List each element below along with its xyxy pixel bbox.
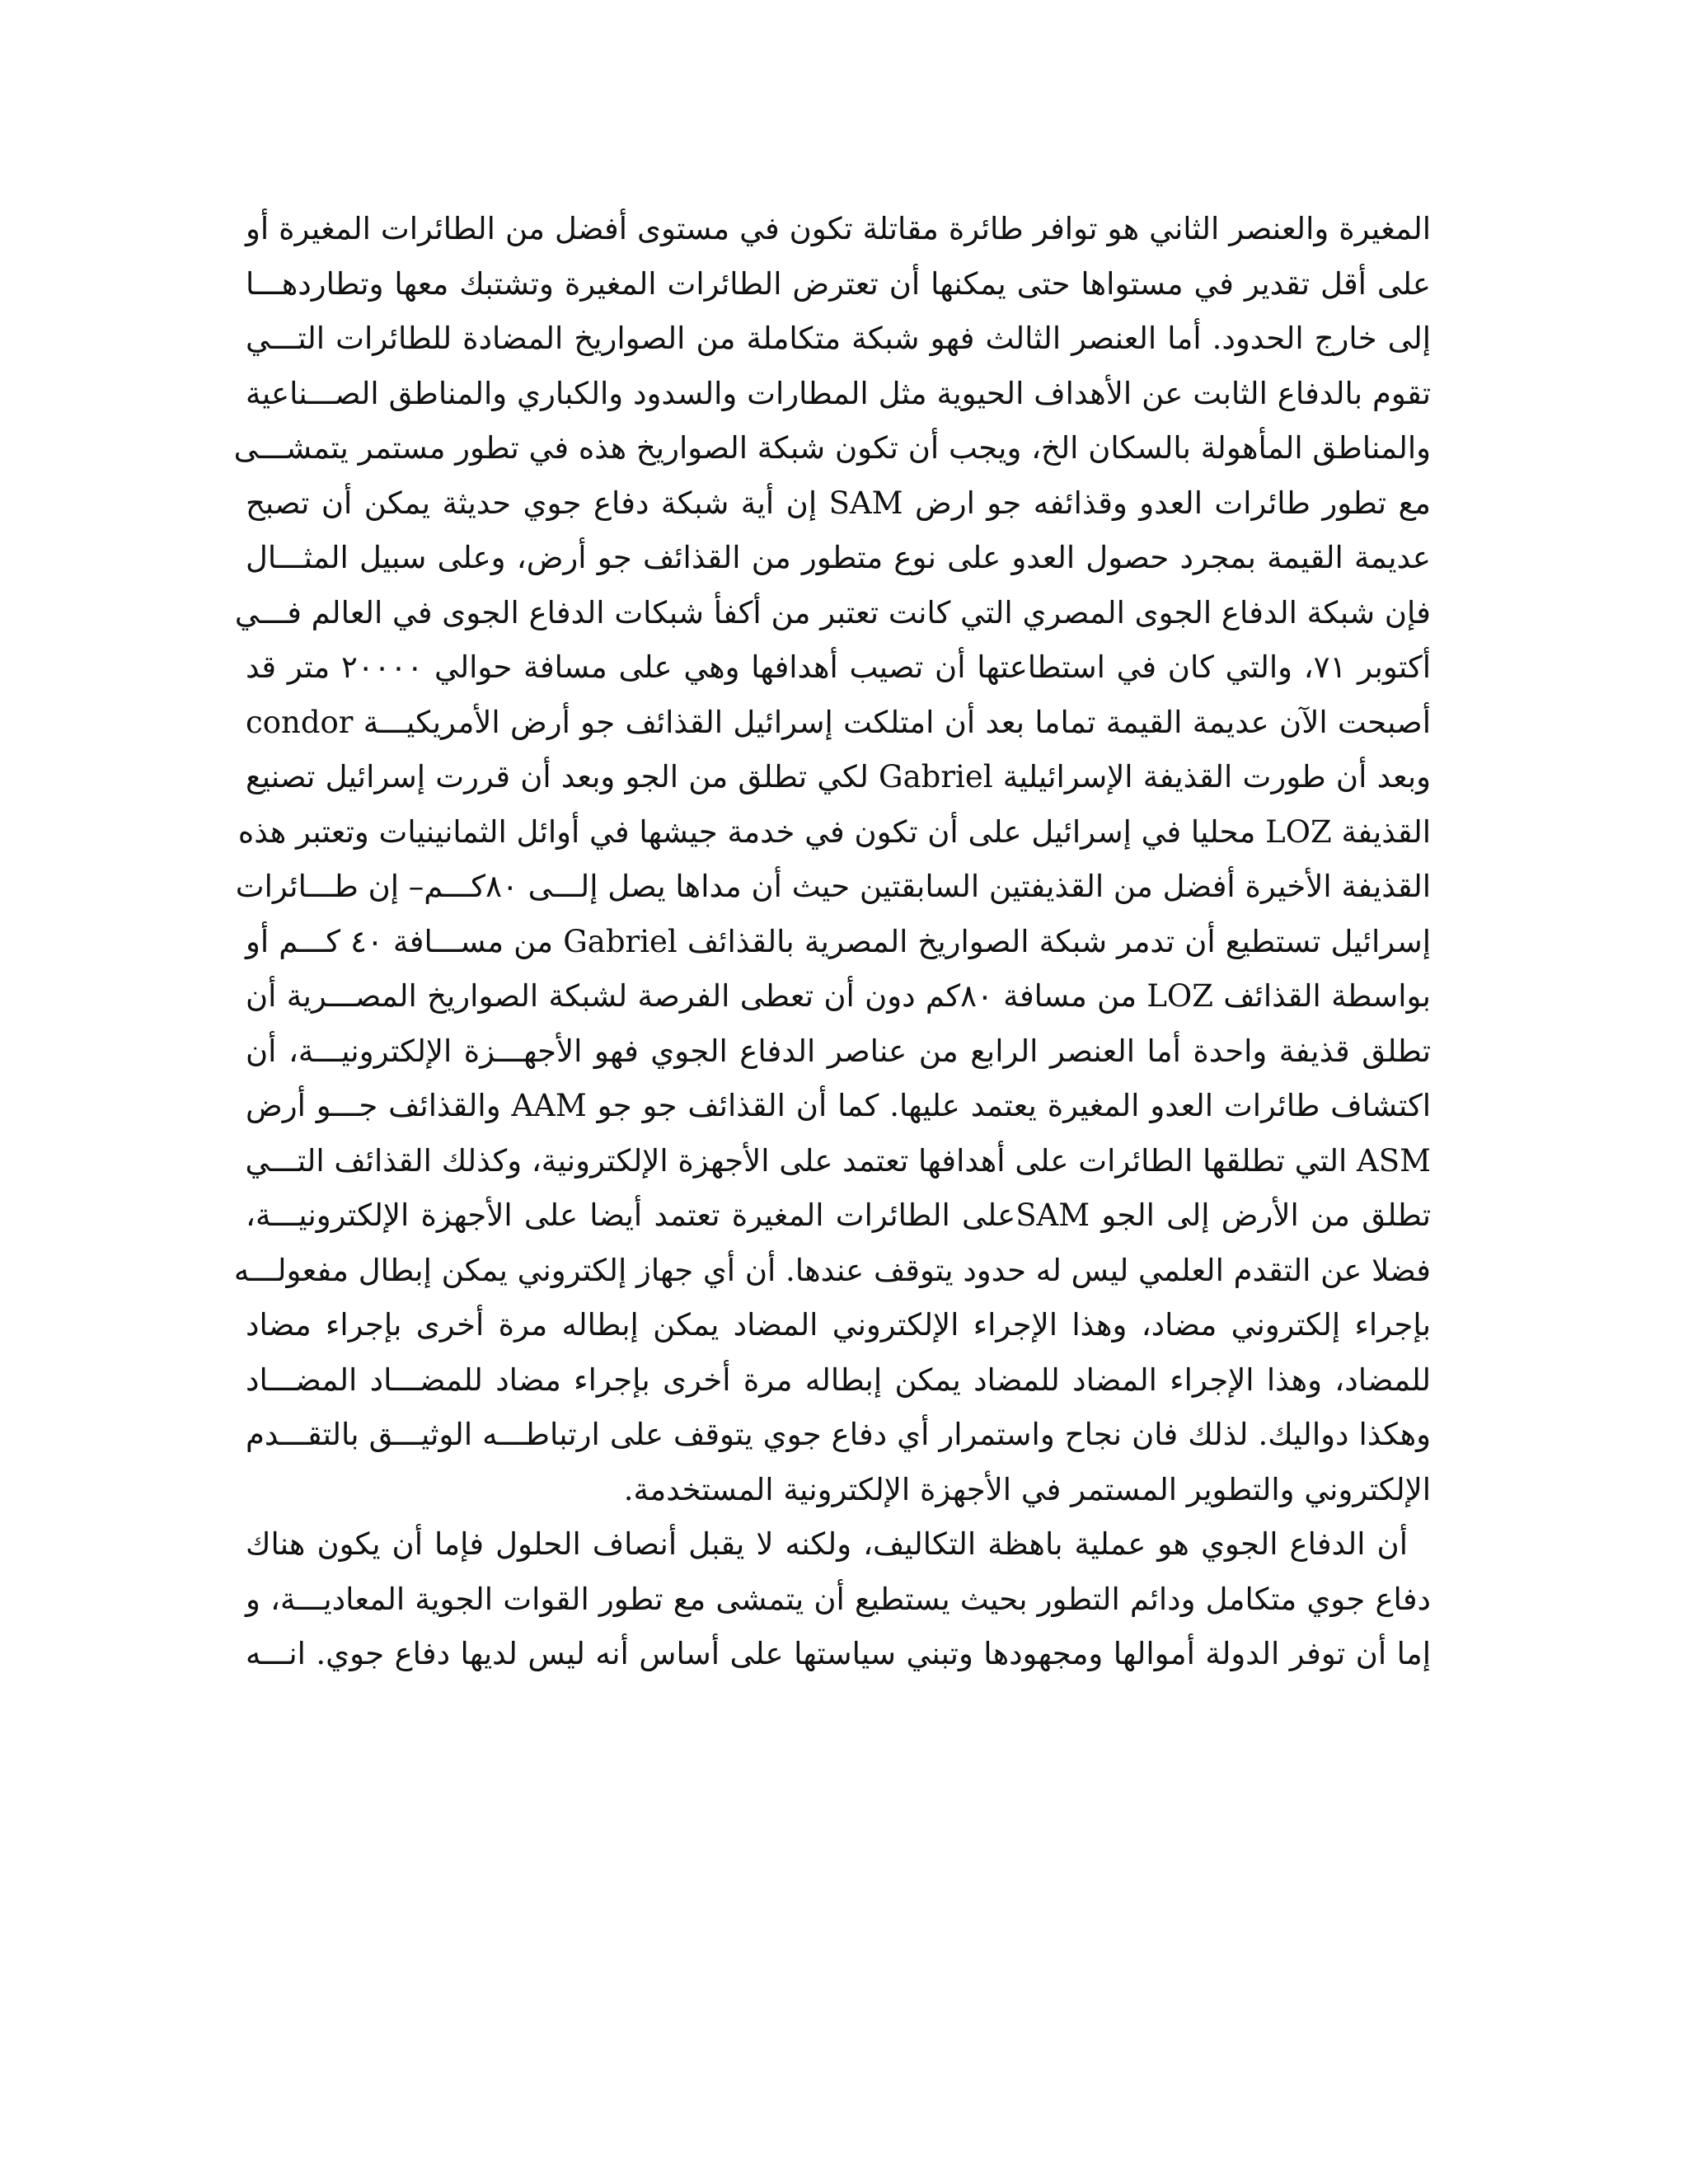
text-line-15: بواسطة القذائف LOZ من مسافة ٨٠كم دون أن تعطى الفرصة لشبكة الصواريخ المصـــرية أن (246, 978, 1431, 1014)
text-line-12: القذيفة LOZ محليا في إسرائيل على أن تكون في خدمة جيشها في أوائل الثمانينيات وتعتبر هذه (237, 813, 1431, 850)
text-line-17: اكتشاف طائرات العدو المغيرة يعتمد عليها. كما أن القذائف جو جو AAM والقذائف جـــو أرض (246, 1088, 1432, 1123)
text-line-2: على أقل تقدير في مستواها حتى يمكنها أن تعترض الطائرات المغيرة وتشتبك معها وتطاردهـــا (246, 265, 1431, 302)
text-line-27: إما أن توفر الدولة أموالها ومجهودها وتبني سياستها على أساس أنه ليس لديها دفاع جوي. انـــه (246, 1636, 1431, 1671)
text-line-14: إسرائيل تستطيع أن تدمر شبكة الصواريخ المصرية بالقذائف Gabriel من مســـافة ٤٠ كـــم أو (246, 923, 1431, 959)
text-line-21: بإجراء إلكتروني مضاد، وهذا الإجراء الإلكتروني المضاد يمكن إبطاله مرة أخرى بإجراء مضاد (246, 1307, 1431, 1343)
text-line-24: الإلكتروني والتطوير المستمر في الأجهزة الإلكترونية المستخدمة. (623, 1471, 1431, 1507)
text-line-23: وهكذا دواليك. لذلك فان نجاح واستمرار أي دفاع جوي يتوقف على ارتباطـــه الوثيـــق بالتقـــدم (246, 1417, 1431, 1452)
text-line-13: القذيفة الأخيرة أفضل من القذيفتين السابقتين حيث أن مداها يصل إلـــى ٨٠كـــم– إن طـــائرات (235, 869, 1431, 904)
text-line-10: أصبحت الآن عديمة القيمة تماما بعد أن امتلكت إسرائيل القذائف جو أرض الأمريكيـــة condor (246, 704, 1431, 740)
text-line-8: فإن شبكة الدفاع الجوى المصري التي كانت تعتبر من أكفأ شبكات الدفاع الجوى في العالم فـــي (234, 594, 1431, 630)
text-line-16: تطلق قذيفة واحدة أما العنصر الرابع من عناصر الدفاع الجوي فهو الأجهـــزة الإلكترونيـــة، أن (246, 1033, 1431, 1069)
text-line-7: عديمة القيمة بمجرد حصول العدو على نوع متطور من القذائف جو أرض، وعلى سبيل المثـــال (246, 540, 1431, 575)
text-line-11: وبعد أن طورت القذيفة الإسرائيلية Gabriel لكي تطلق من الجو وبعد أن قررت إسرائيل تصنيع (246, 759, 1432, 794)
text-line-22: للمضاد، وهذا الإجراء المضاد للمضاد يمكن إبطاله مرة أخرى بإجراء مضاد للمضـــاد المضـــاد (246, 1361, 1431, 1398)
text-line-4: تقوم بالدفاع الثابت عن الأهداف الحيوية مثل المطارات والسدود والكباري والمناطق الصـــناعية (246, 375, 1431, 411)
text-line-26: دفاع جوي متكامل ودائم التطور بحيث يستطيع أن يتمشى مع تطور القوات الجوية المعاديـــة، و (246, 1581, 1431, 1617)
text-line-25: أن الدفاع الجوي هو عملية باهظة التكاليف، ولكنه لا يقبل أنصاف الحلول فإما أن يكون هناك (246, 1526, 1408, 1562)
text-line-18: ASM التي تطلقها الطائرات على أهدافها تعتمد على الأجهزة الإلكترونية، وكذلك القذائف التـــي (245, 1142, 1431, 1179)
text-line-1: المغيرة والعنصر الثاني هو توافر طائرة مقاتلة تكون في مستوى أفضل من الطائرات المغيرة أو (246, 211, 1431, 246)
text-line-19: تطلق من الأرض إلى الجو SAMعلى الطائرات المغيرة تعتمد أيضا على الأجهزة الإلكترونيـــة، (246, 1197, 1431, 1233)
text-line-6: مع تطور طائرات العدو وقذائفه جو ارض SAM إن أية شبكة دفاع جوي حديثة يمكن أن تصبح (246, 485, 1431, 521)
text-line-5: والمناطق المأهولة بالسكان الخ، ويجب أن تكون شبكة الصواريخ هذه في تطور مستمر يتمشـــى (233, 430, 1431, 466)
text-line-9: أكتوبر ٧١، والتي كان في استطاعتها أن تصيب أهدافها وهي على مسافة حوالي ٢٠٠٠٠ متر قد (246, 649, 1432, 685)
text-line-3: إلى خارج الحدود. أما العنصر الثالث فهو شبكة متكاملة من الصواريخ المضادة للطائرات التـــي (246, 321, 1431, 356)
body-text (233, 202, 1432, 1682)
text-line-20: فضلا عن التقدم العلمي ليس له حدود يتوقف عندها. أن أي جهاز إلكتروني يمكن إبطال مفعولـــه (233, 1252, 1431, 1288)
